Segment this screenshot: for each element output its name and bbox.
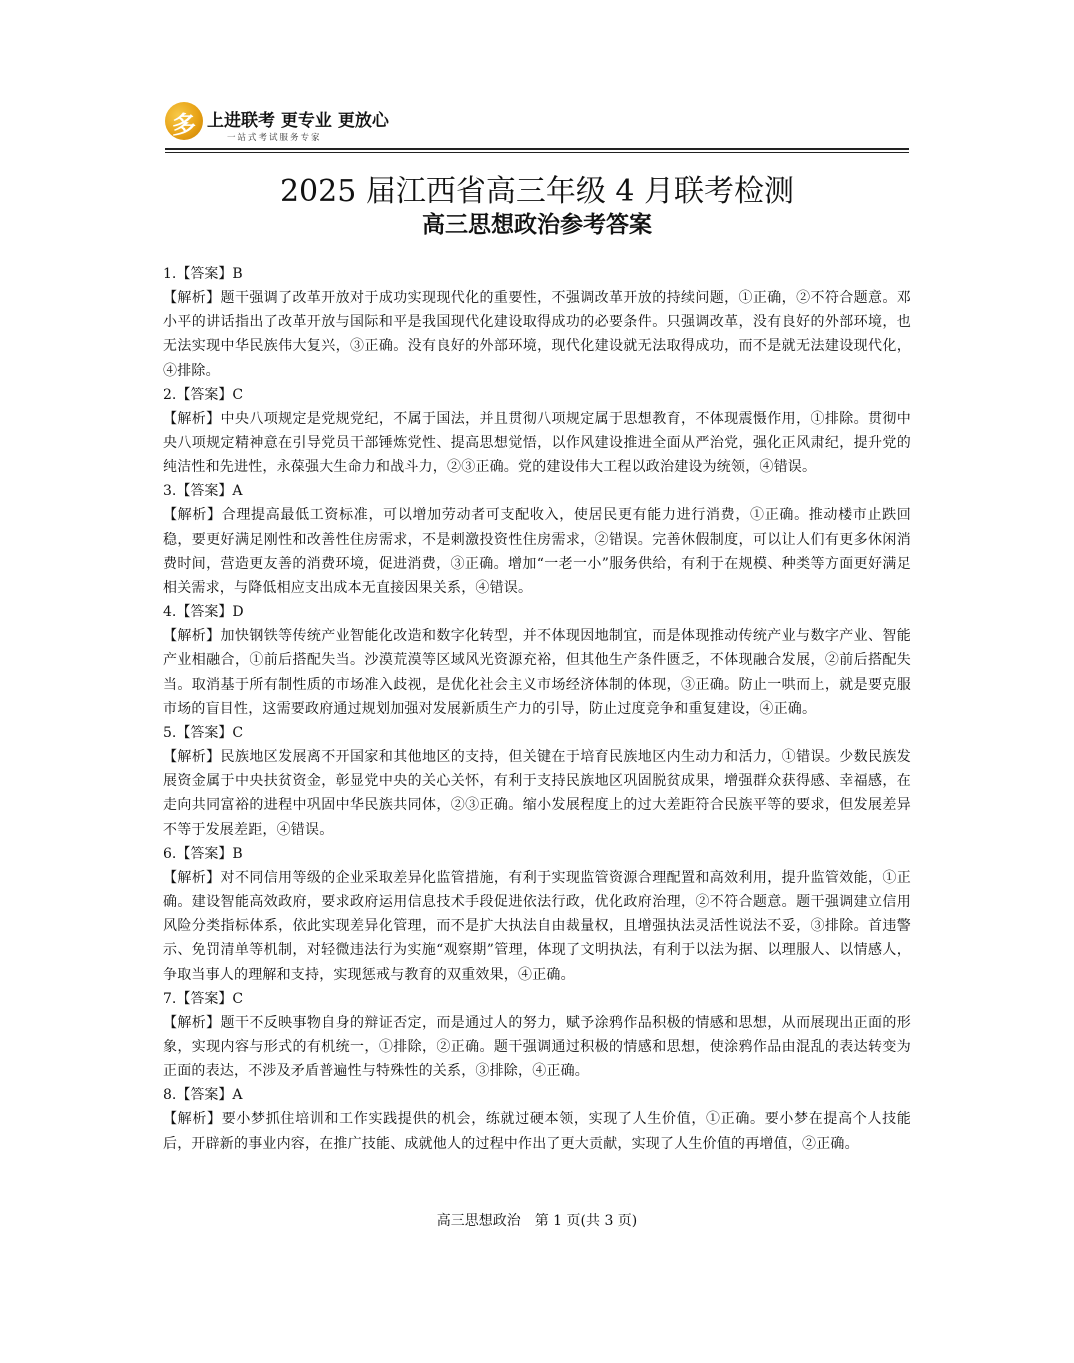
answer-line: 3.【答案】A (163, 483, 243, 500)
explanation-text: 【解析】对不同信用等级的企业采取差异化监管措施，有利于实现监管资源合理配置和高效利用，提升监管效能，①正确。建设智能高效政府，要求政府运用信息技术手段促进依法行政，优化政府治理，②不符合题意。题干强调建立信用风险分类指标体系，依此实现差异化管理，而不是扩大执法自由裁量权，且增强执法灵活性说法不妥，③排除。首违警示、免罚清单等机制，对轻微违法行为实施“观察期”管理，体现了文明执法，有利于以法为据、以理服人、以情感人，争取当事人的理解和支持，实现惩戒与教育的双重效果，④正确。 (163, 869, 911, 983)
explanation-text: 【解析】民族地区发展离不开国家和其他地区的支持，但关键在于培育民族地区内生动力和活力，①错误。少数民族发展资金属于中央扶贫资金，彰显党中央的关心关怀，有利于支持民族地区巩固脱贫成果，增强群众获得感、幸福感，在走向共同富裕的进程中巩固中华民族共同体，②③正确。缩小发展程度上的过大差距符合民族平等的要求，但发展差异不等于发展差距，④错误。 (163, 749, 911, 838)
page-header (165, 100, 910, 154)
explanation-text: 【解析】中央八项规定是党规党纪，不属于国法，并且贯彻八项规定属于思想教育，不体现震慑作用，①排除。贯彻中央八项规定精神意在引导党员干部锤炼党性、提高思想觉悟，以作风建设推进全面从严治党，强化正风肃纪，提升党的纯洁性和先进性，永葆强大生命力和战斗力，②③正确。党的建设伟大工程以政治建设为统领，④错误。 (163, 410, 911, 476)
question-item (163, 842, 911, 987)
brand-logo-glyph: 多 (172, 111, 196, 139)
question-item (163, 383, 911, 480)
page-footer: 高三思想政治 第 1 页(共 3 页) (436, 1213, 638, 1229)
explanation-text: 【解析】要小梦抓住培训和工作实践提供的机会，练就过硬本领，实现了人生价值，①正确。要小梦在提高个人技能后，开辟新的事业内容，在推广技能、成就他人的过程中作出了更大贡献，实现了人生价值的再增值，②正确。 (163, 1111, 911, 1152)
question-item (163, 262, 911, 383)
explanation-text: 【解析】题干强调了改革开放对于成功实现现代化的重要性，不强调改革开放的持续问题，①正确，②不符合题意。邓小平的讲话指出了改革开放与国际和平是我国现代化建设取得成功的必要条件。只强调改革，没有良好的外部环境，也无法实现中华民族伟大复兴，③正确。没有良好的外部环境，现代化建设就无法取得成功，而不是就无法建设现代化，④排除。 (163, 290, 911, 379)
answer-line: 4.【答案】D (163, 604, 244, 621)
explanation-text: 【解析】加快钢铁等传统产业智能化改造和数字化转型，并不体现因地制宜，而是体现推动传统产业与数字产业、智能产业相融合，①前后搭配失当。沙漠荒漠等区域风光资源充裕，但其他生产条件匮乏，不体现融合发展，②前后搭配失当。取消基于所有制性质的市场准入歧视，是优化社会主义市场经济体制的体现，③正确。防止一哄而上，就是要克服市场的盲目性，这需要政府通过规划加强对发展新质生产力的引导，防止过度竞争和重复建设，④正确。 (163, 628, 911, 717)
answer-line: 1.【答案】B (163, 266, 243, 282)
question-item (163, 721, 911, 842)
question-item (163, 600, 911, 721)
question-item (163, 1083, 911, 1155)
question-item (163, 479, 911, 600)
answer-list (163, 262, 911, 1156)
answer-line: 8.【答案】A (163, 1087, 243, 1104)
brand-logo-icon (165, 102, 203, 140)
answer-line: 6.【答案】B (163, 845, 243, 862)
explanation-text: 【解析】合理提高最低工资标准，可以增加劳动者可支配收入，使居民更有能力进行消费，①正确。推动楼市止跌回稳，要更好满足刚性和改善性住房需求，不是刺激投资性住房需求，②错误。完善休假制度，可以让人们有更多休闲消费时间，营造更友善的消费环境，促进消费，③正确。增加“一老一小”服务供给，有利于在规模、种类等方面更好满足相关需求，与降低相应支出成本无直接因果关系，④错误。 (163, 507, 911, 597)
answer-line: 2.【答案】C (163, 386, 244, 403)
explanation-text: 【解析】题干不反映事物自身的辩证否定，而是通过人的努力，赋予涂鸦作品积极的情感和思想，从而展现出正面的形象，实现内容与形式的有机统一，①排除，②正确。题干强调通过积极的情感和思想，使涂鸦作品由混乱的表达转变为正面的表达，不涉及矛盾普遍性与特殊性的关系，③排除，④正确。 (163, 1014, 911, 1080)
brand-tagline: 一站式考试服务专家 (227, 133, 322, 143)
header-rule-thin (165, 152, 909, 153)
document-title: 2025 届江西省高三年级 4 月联考检测 (279, 174, 795, 209)
question-item (163, 987, 911, 1084)
document-subtitle: 高三思想政治参考答案 (422, 212, 652, 238)
answer-line: 5.【答案】C (163, 725, 244, 742)
header-rule-thick (165, 148, 909, 150)
brand-slogan: 上进联考 更专业 更放心 (207, 111, 389, 131)
answer-line: 7.【答案】C (163, 990, 244, 1007)
